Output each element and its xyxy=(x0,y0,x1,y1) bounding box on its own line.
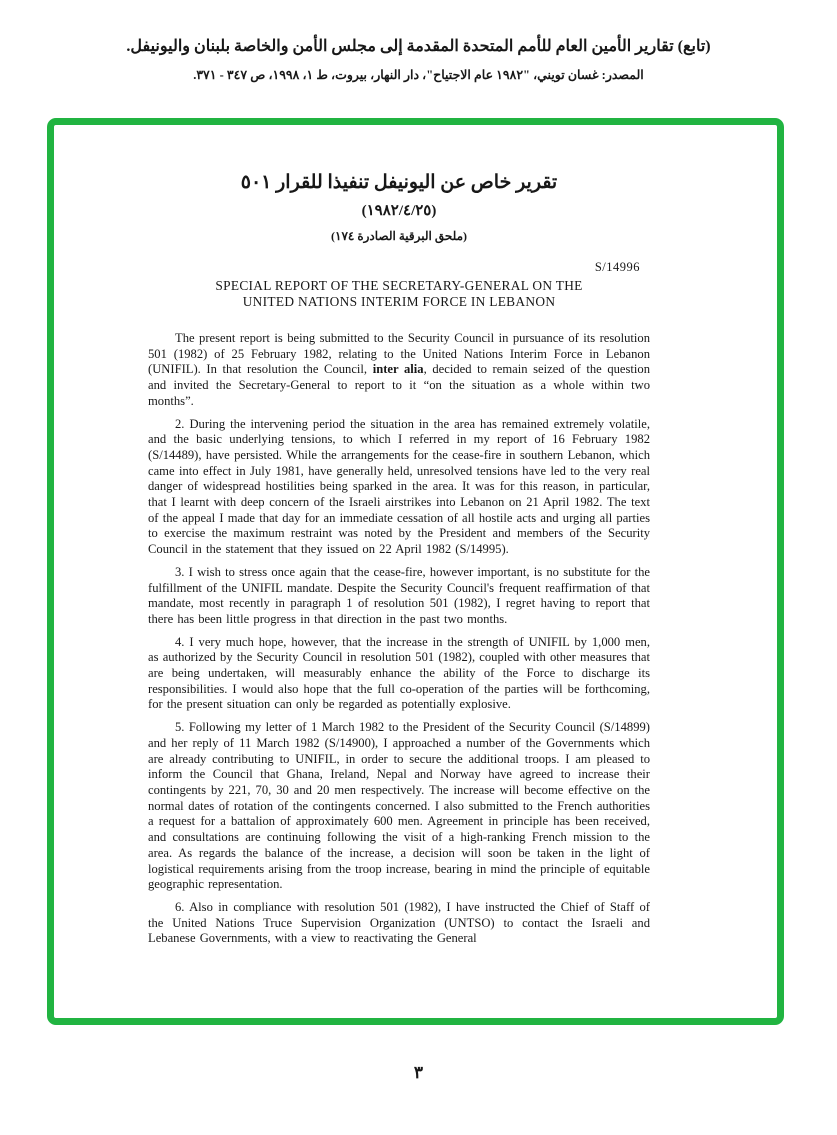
document-telegram-note-arabic: (ملحق البرقية الصادرة ١٧٤) xyxy=(331,229,467,243)
document-frame xyxy=(47,118,784,1025)
paragraph-6: 6. Also in compliance with resolution 501 (1982), I have instructed the Chief of Staff of the United Nations Truce Supervision Organization (UNTSO) to contact the Israeli and Lebanese Governments, with a view to reactivating the General xyxy=(148,899,650,946)
paragraph-1-text-cont: , decided to remain seized of the question and invited the Secretary-General to report to it “on the situation as a whole within two months”. xyxy=(148,362,651,408)
document-title-arabic: تقرير خاص عن اليونيفل تنفيذا للقرار ٥٠١ xyxy=(240,172,558,193)
paragraph-1-emphasis: inter alia xyxy=(372,362,424,377)
header-series-title-arabic: (تابع) تقارير الأمين العام للأمم المتحدة المقدمة إلى مجلس الأمن والخاصة بلبنان واليونيفل. xyxy=(126,38,711,55)
un-document-symbol: S/14996 xyxy=(594,260,640,274)
document-title-english xyxy=(148,278,650,309)
document-body xyxy=(148,171,650,947)
report-text xyxy=(148,331,650,947)
paragraph-3: 3. I wish to stress once again that the cease-fire, however important, is no substitute for the fulfillment of the UNIFIL mandate. Despite the Security Council's frequent reaffirmation of that mandate, most recently in paragraph 1 of resolution 501 (1982), I regret having to report that there has been little progress in that direction in the past two months. xyxy=(148,564,650,626)
header-source-citation-arabic: المصدر: غسان تويني، "١٩٨٢ عام الاجتياح"، دار النهار، بيروت، ط ١، ١٩٩٨، ص ٣٤٧ - ٣٧١. xyxy=(193,68,644,82)
english-title-line1: SPECIAL REPORT OF THE SECRETARY-GENERAL ON THE xyxy=(215,278,583,293)
paragraph-5: 5. Following my letter of 1 March 1982 to the President of the Security Council (S/14899) and her reply of 11 March 1982 (S/14900), I approached a number of the Governments which are already contributing to UNIFIL, in order to secure the additional troops. I am pleased to inform the Council that Ghana, Ireland, Nepal and Norway have agreed to increase their contingents by 221, 70, 30 and 20 men respectively. The increase will become effective on the normal dates of rotation of the contingents concerned. I also submitted to the French authorities a request for a battalion of approximately 600 men. Agreement in principle has been received, and consultations are continuing following the visit of a high-ranking French mission to the area. As regards the balance of the increase, a decision will soon be taken in the light of logistical requirements arising from the troop increase, bearing in mind the principle of equitable geographic representation. xyxy=(148,720,650,892)
page-header xyxy=(0,36,837,83)
document-date-arabic: (١٩٨٢/٤/٢٥) xyxy=(361,203,437,219)
paragraph-1 xyxy=(148,331,650,410)
paragraph-4: 4. I very much hope, however, that the increase in the strength of UNIFIL by 1,000 men, as authorized by the Security Council in resolution 501 (1982), coupled with other measures that are being undertaken, will measurably enhance the ability of the Force to discharge its responsibilities. I would also hope that the full co-operation of the parties will be forthcoming, for the present situation can only be regarded as potentially explosive. xyxy=(148,634,650,712)
page-number: ٣ xyxy=(413,1063,424,1082)
paragraph-1-text: The present report is being submitted to the Security Council in pursuance of its resolution 501 (1982) of 25 February 1982, relating to the United Nations Interim Force in Lebanon (UNIFIL). In that resolution the Council, xyxy=(148,331,650,377)
paragraph-2: 2. During the intervening period the situation in the area has remained extremely volatile, and the basic underlying tensions, to which I referred in my report of 16 February 1982 (S/14489), have persisted. While the arrangements for the cease-fire in southern Lebanon, which came into effect in July 1981, have generally held, unresolved tensions have led to the very real danger of widespread hostilities being sparked in the area. It was for this reason, in particular, that I learnt with deep concern of the Israeli airstrikes into Lebanon on 21 April 1982. The text of the appeal I made that day for an immediate cessation of all hostile acts and urging all parties to exercise the maximum restraint was noted by the President and members of the Security Council in the statement that they issued on 22 April 1982 (S/14995). xyxy=(148,416,650,557)
english-title-line2: UNITED NATIONS INTERIM FORCE IN LEBANON xyxy=(242,293,556,309)
